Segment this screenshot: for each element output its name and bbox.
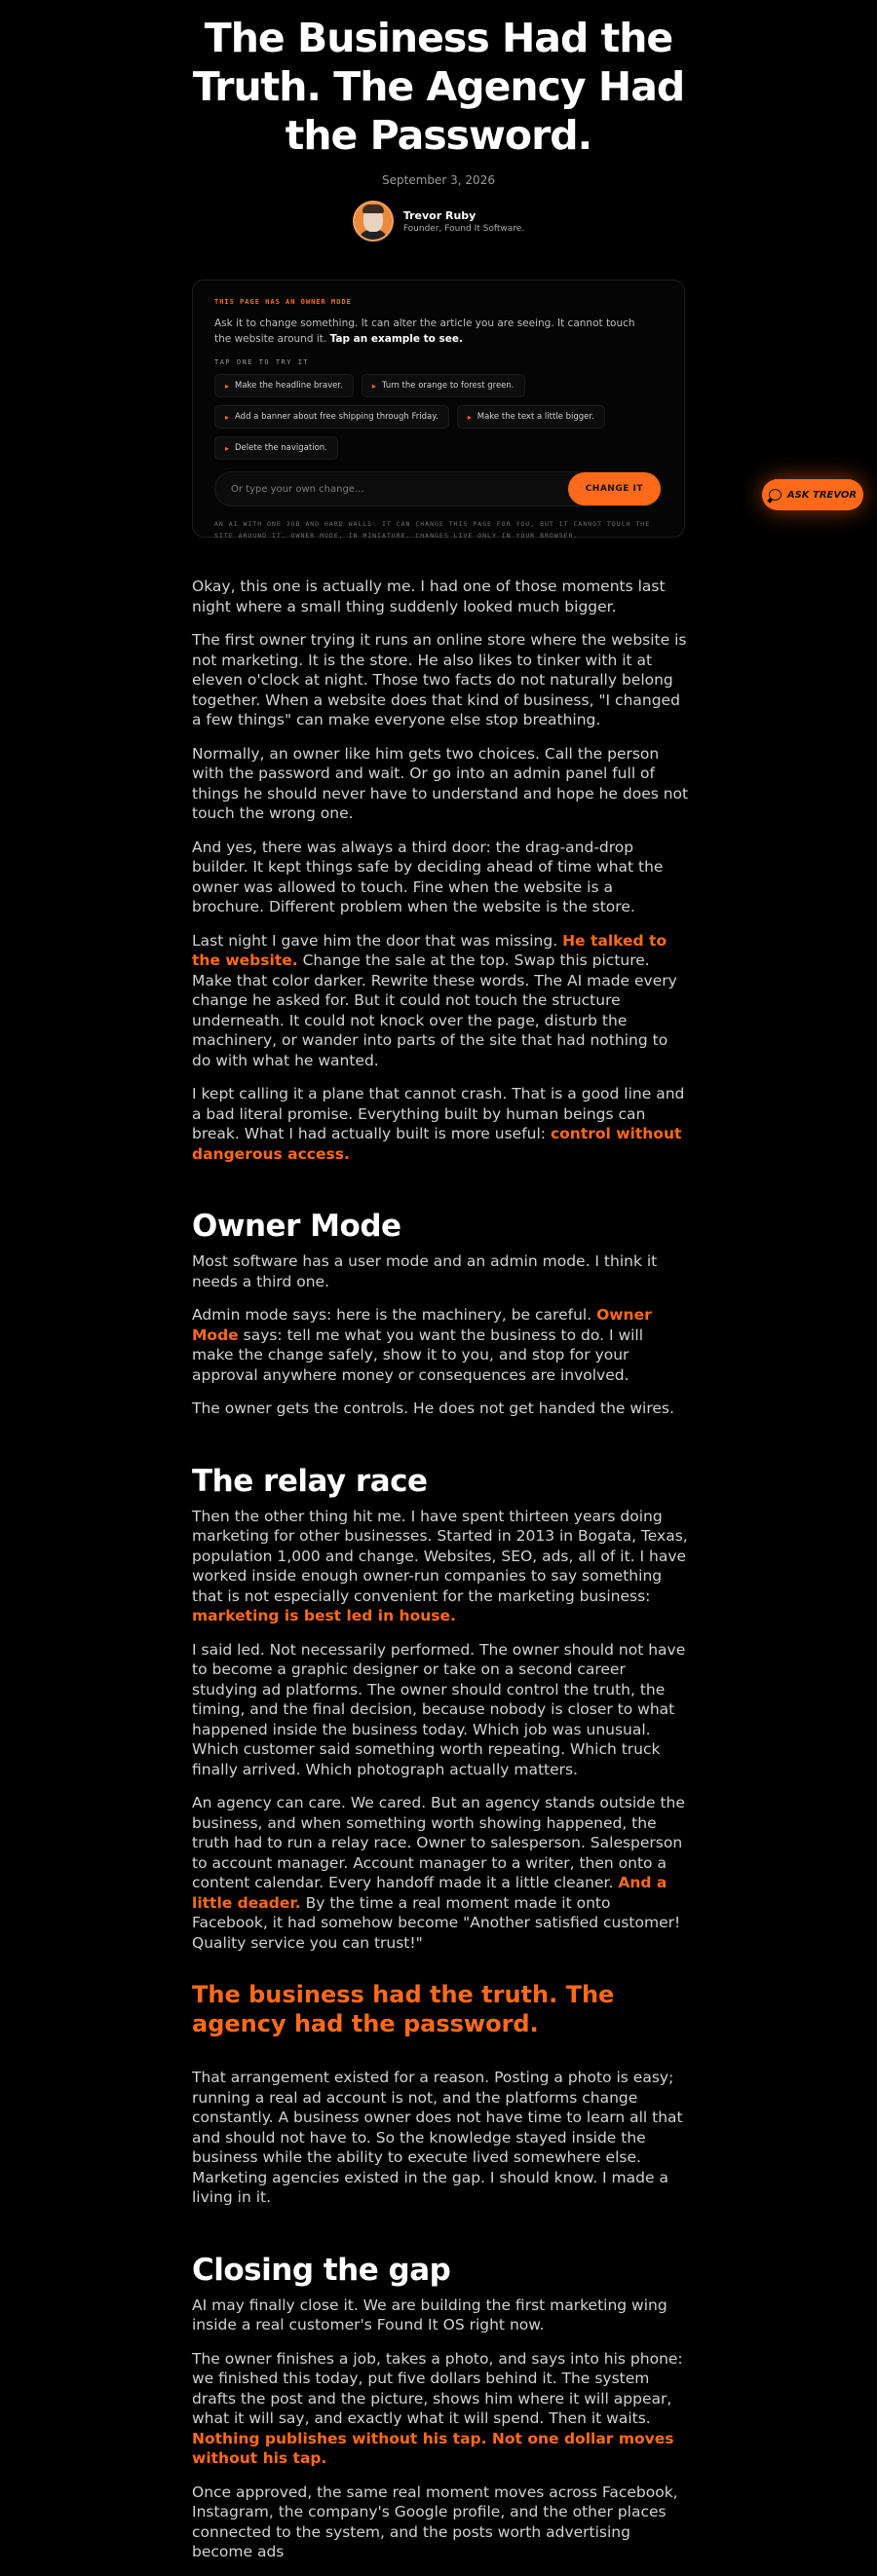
author-name: Trevor Ruby — [402, 208, 477, 222]
author-byline — [0, 201, 877, 242]
arrow-icon: ▸ — [467, 412, 472, 422]
owner-mode-disclaimer: AN AI WITH ONE JOB AND HARD WALLS: IT CAN CHANGE THIS PAGE FOR YOU, BUT IT CANNOT TOUCH THE SITE AROUND IT. OWNER MODE, IN MINIATURE. CHANGES LIVE ONLY IN YOUR BROWSER. — [214, 520, 651, 540]
paragraph: Okay, this one is actually me. I had one of those moments last night where a small thing suddenly looked much bigger. — [192, 578, 666, 616]
arrow-icon: ▸ — [371, 381, 376, 391]
change-input[interactable] — [229, 483, 525, 496]
owner-mode-intro — [214, 316, 643, 347]
pull-quote: The business had the truth. The agency had the password. — [192, 1981, 615, 2037]
paragraph: Normally, an owner like him gets two choices. Call the person with the password and wait. Or go into an admin panel full of things he should never have to understand and hope he does not touch the wrong one. — [192, 744, 689, 822]
change-it-button[interactable]: CHANGE IT — [568, 472, 661, 505]
highlight: And a little deader. — [192, 1874, 667, 1912]
change-input-row — [214, 471, 663, 506]
owner-mode-intro-bold: Tap an example to see. — [329, 333, 464, 345]
highlight: He talked to the website. — [192, 931, 667, 969]
example-chip-color[interactable]: ▸ Turn the orange to forest green. — [362, 374, 525, 397]
author-info — [403, 209, 524, 234]
owner-mode-panel — [192, 280, 685, 538]
owner-mode-eyebrow: THIS PAGE HAS AN OWNER MODE — [214, 298, 352, 306]
paragraph: I kept calling it a plane that cannot crash. That is a good line and a bad literal promise. Everything built by human beings can break. What I had actually built is more useful: control without dangerous access. — [192, 1085, 685, 1163]
paragraph: The owner finishes a job, takes a photo, and says into his phone: we finished this today, put five dollars behind it. The system drafts the post and the picture, shows him where it will appear, what it will say, and exactly what it will spend. Then it waits. Nothing publishes without his tap. Not one dollar moves without his tap. — [192, 2349, 683, 2467]
author-role: Founder, Found It Software. — [402, 223, 525, 234]
example-chip-navigation[interactable]: ▸ Delete the navigation. — [214, 436, 338, 460]
highlight: control without dangerous access. — [192, 1125, 682, 1163]
ask-trevor-label: ASK TREVOR — [786, 489, 858, 501]
example-chips — [214, 374, 663, 460]
paragraph: AI may finally close it. We are building the first marketing wing inside a real customer's Found It OS right now. — [192, 2296, 667, 2333]
article-page — [0, 14, 877, 242]
publish-date: September 3, 2026 — [382, 173, 495, 187]
section-heading-owner-mode: Owner Mode — [192, 1209, 401, 1244]
example-chip-banner[interactable]: ▸ Add a banner about free shipping through Friday. — [214, 405, 449, 429]
example-chip-headline[interactable]: ▸ Make the headline braver. — [214, 374, 354, 397]
highlight: Owner Mode — [192, 1306, 652, 1344]
section-heading-closing-gap: Closing the gap — [192, 2252, 451, 2288]
arrow-icon: ▸ — [225, 412, 230, 422]
paragraph: That arrangement existed for a reason. Posting a photo is easy; running a real ad account is not, and the platforms change constantly. A business owner does not have time to learn all that and should not have to. So the knowledge stayed inside the business while the ability to execute lived somewhere else. Marketing agencies existed in the gap. I should know. I made a living in it. — [192, 2069, 683, 2206]
highlight: marketing is best led in house. — [192, 1607, 456, 1624]
paragraph: The owner gets the controls. He does not get handed the wires. — [192, 1400, 674, 1417]
article-body — [192, 577, 689, 2576]
paragraph: Admin mode says: here is the machinery, be careful. Owner Mode says: tell me what you want the business to do. I will make the change safely, show it to you, and stop for your approval anywhere money or consequences are involved. — [192, 1306, 652, 1384]
author-avatar — [353, 201, 394, 242]
paragraph: And yes, there was always a third door: the drag-and-drop builder. It kept things safe by deciding ahead of time what the owner was allowed to touch. Fine when the website is a brochure. Different problem when the website is the store. — [192, 838, 664, 915]
ask-trevor-button[interactable] — [762, 479, 863, 510]
section-heading-relay-race: The relay race — [192, 1463, 428, 1499]
highlight: Nothing publishes without his tap. Not one dollar moves without his tap. — [192, 2429, 674, 2467]
tap-label: TAP ONE TO TRY IT — [214, 358, 310, 366]
paragraph: Once approved, the same real moment moves across Facebook, Instagram, the company's Google profile, and the other places connected to the system, and the posts worth advertising become ads — [192, 2483, 678, 2560]
owner-mode-intro-text: Ask it to change something. It can alter the article you are seeing. It cannot touch the website around it. — [214, 317, 635, 345]
arrow-icon: ▸ — [225, 381, 230, 391]
paragraph: Then the other thing hit me. I have spent thirteen years doing marketing for other businesses. Started in 2013 in Bogata, Texas, population 1,000 and change. Websites, SEO, ads, all of it. I have worked inside enough owner-run companies to say something that is not especially convenient for the marketing business: marketing is best led in house. — [192, 1507, 688, 1624]
page-title: The Business Had the Truth. The Agency Had the Password. — [192, 15, 685, 159]
chat-bubble-icon — [769, 489, 782, 501]
paragraph: Last night I gave him the door that was missing. He talked to the website. Change the sale at the top. Swap this picture. Make that color darker. Rewrite these words. The AI made every change he asked for. But it could not touch the structure underneath. It could not knock over the page, disturb the machinery, or wander into parts of the site that had nothing to do with what he wanted. — [192, 931, 677, 1069]
paragraph: An agency can care. We cared. But an agency stands outside the business, and when something worth showing happened, the truth had to run a relay race. Owner to salesperson. Salesperson to account manager. Account manager to a writer, then onto a content calendar. Every handoff made it a little cleaner. And a little deader. By the time a real moment made it onto Facebook, it had somehow become "Another satisfied customer! Quality service you can trust!" — [192, 1794, 685, 1952]
paragraph: Most software has a user mode and an admin mode. I think it needs a third one. — [192, 1252, 658, 1290]
arrow-icon: ▸ — [225, 443, 230, 453]
paragraph: I said led. Not necessarily performed. The owner should not have to become a graphic designer or take on a second career studying ad platforms. The owner should control the truth, the timing, and the final decision, because nobody is closer to what happened inside the business today. Which job was unusual. Which customer said something worth repeating. Which truck finally arrived. Which photograph actually matters. — [192, 1640, 686, 1778]
example-chip-text-size[interactable]: ▸ Make the text a little bigger. — [457, 405, 605, 429]
paragraph: The first owner trying it runs an online store where the website is not marketing. It is the store. He also likes to tinker with it at eleven o'clock at night. Those two facts do not naturally belong together. When a website does that kind of business, "I changed a few things" can make everyone else stop breathing. — [192, 631, 687, 728]
